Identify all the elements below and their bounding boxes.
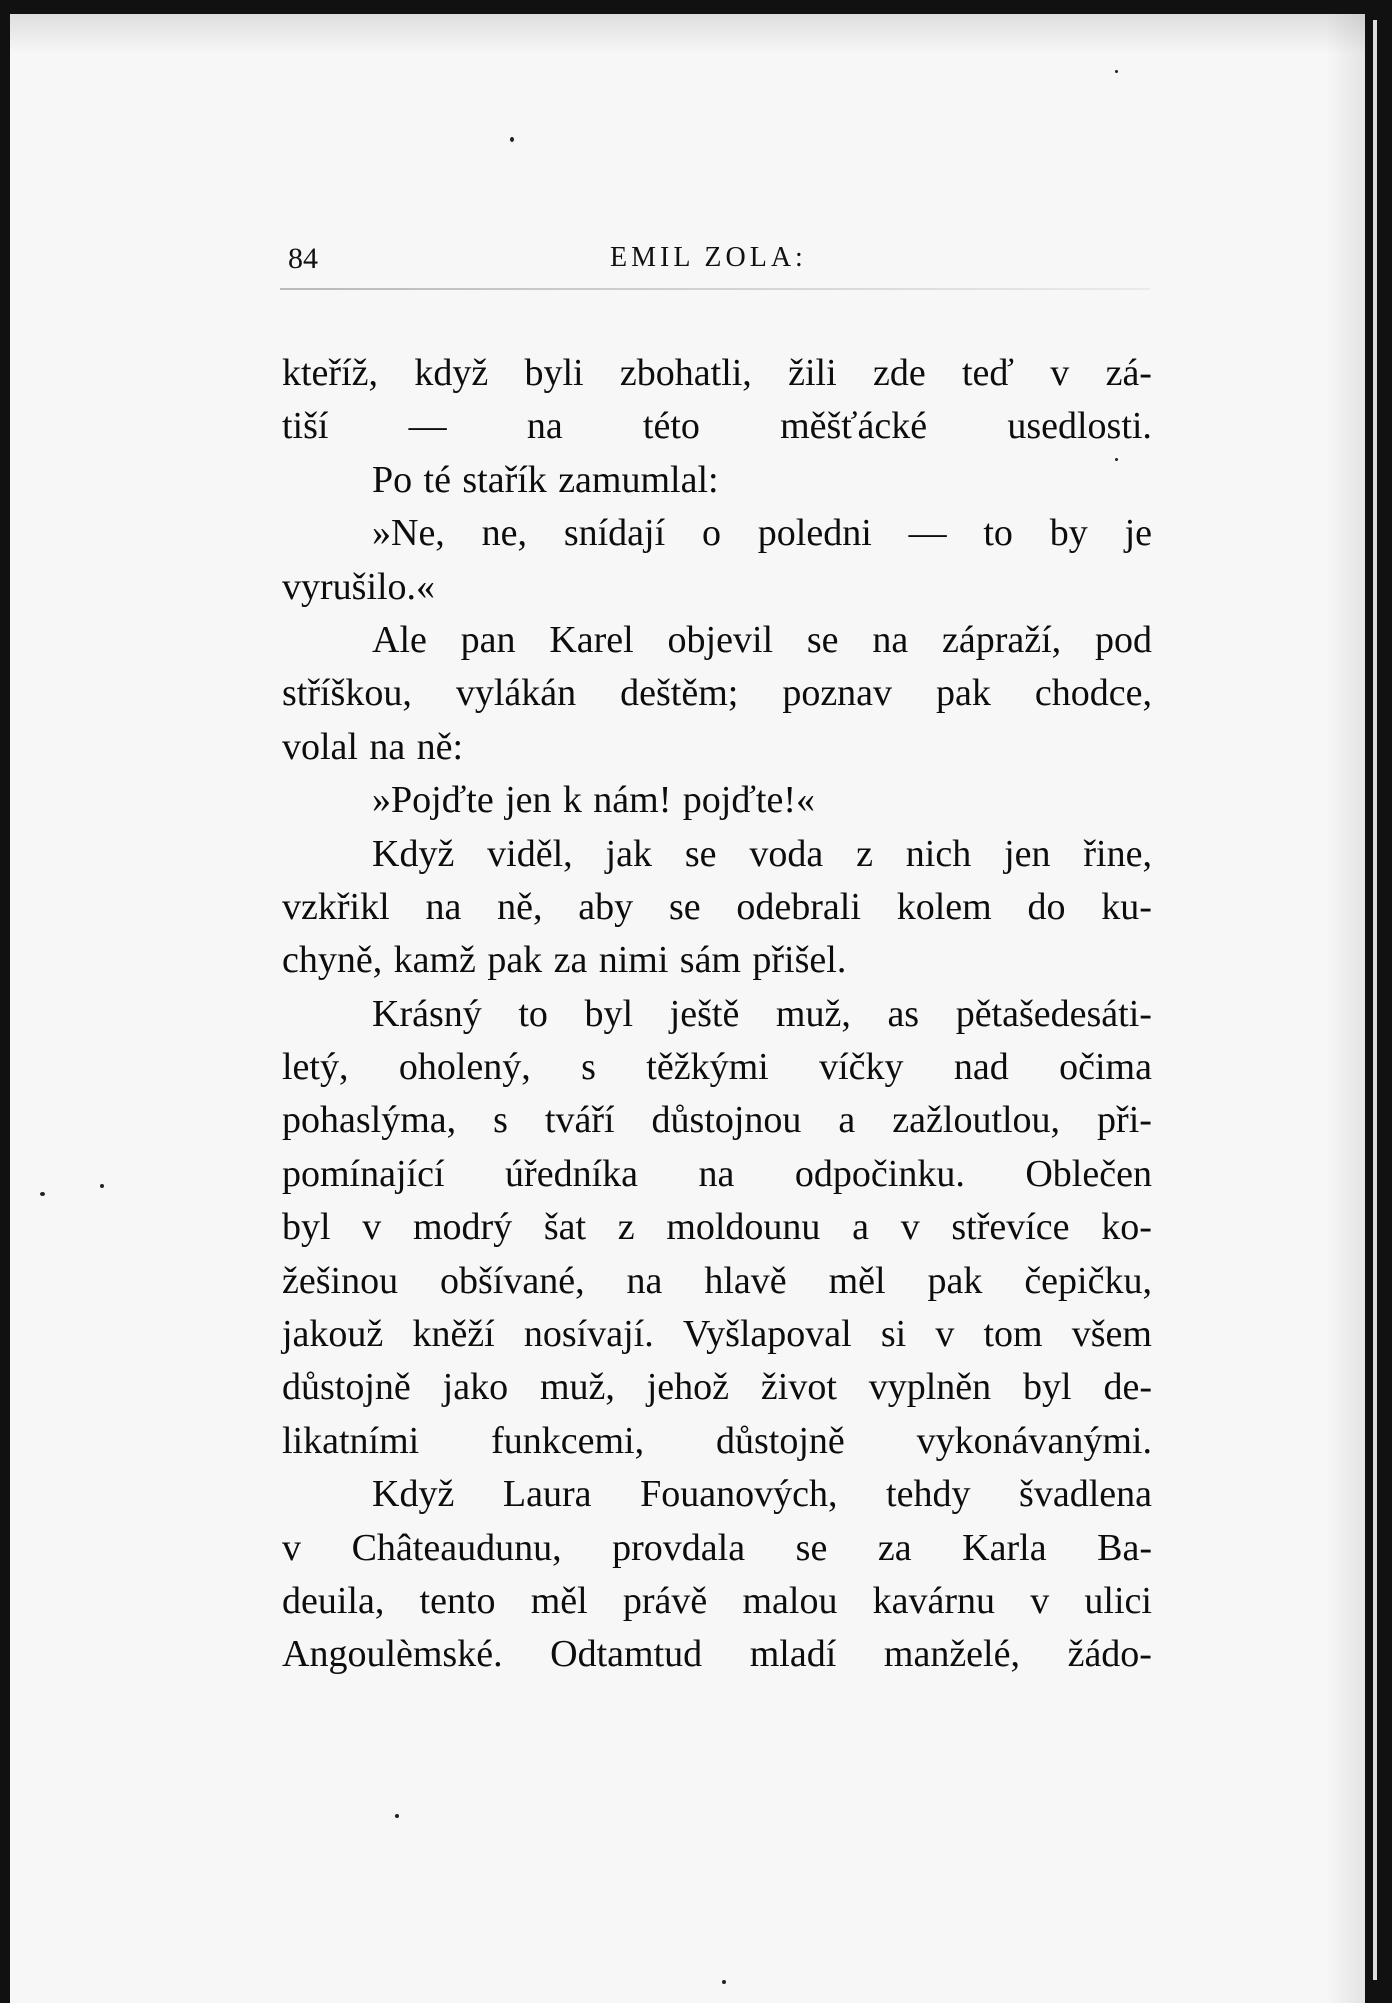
word: nosívají. xyxy=(523,1313,654,1356)
word: ku- xyxy=(1101,885,1152,928)
word: důstojnou xyxy=(651,1099,802,1142)
word: při- xyxy=(1097,1099,1152,1142)
word: žádo- xyxy=(1067,1633,1152,1676)
text-line xyxy=(282,400,1152,453)
word: pomínající xyxy=(282,1152,445,1195)
word: moldounu xyxy=(666,1206,821,1249)
word: — xyxy=(908,512,947,555)
word: jako xyxy=(442,1366,509,1409)
text-line xyxy=(282,1522,1152,1575)
word: v xyxy=(362,1206,382,1249)
word: této xyxy=(642,405,700,448)
word: ně, xyxy=(497,885,543,928)
word: pohaslýma, xyxy=(282,1099,457,1142)
word: Po xyxy=(372,458,413,501)
word: ještě xyxy=(669,992,740,1035)
body-text xyxy=(282,347,1152,1682)
word: kavárnu xyxy=(872,1579,996,1622)
book-page xyxy=(10,14,1365,2003)
word: do xyxy=(1027,885,1066,928)
text-line xyxy=(282,881,1152,934)
word: byl xyxy=(1023,1366,1072,1409)
word: k xyxy=(562,779,582,822)
word: kteříž, xyxy=(282,352,379,394)
word: stařík xyxy=(462,458,547,501)
word: sám xyxy=(679,939,741,982)
word: měl xyxy=(530,1579,588,1622)
word: tehdy xyxy=(886,1473,971,1516)
word: v xyxy=(282,1526,301,1569)
word: Karel xyxy=(549,618,634,661)
page-edge-shadow xyxy=(1325,14,1365,2003)
word: vykonávanými. xyxy=(916,1419,1152,1462)
scan-speck xyxy=(395,1814,399,1818)
word: v xyxy=(935,1313,955,1356)
text-line xyxy=(282,614,1152,667)
word: čepičku, xyxy=(1024,1259,1152,1302)
word: na xyxy=(698,1152,735,1195)
word: objevil xyxy=(667,618,774,661)
text-line xyxy=(282,1148,1152,1201)
word: stříškou, xyxy=(282,672,412,715)
word: vyplněn xyxy=(868,1366,992,1409)
word: na xyxy=(425,885,462,928)
word: de- xyxy=(1103,1366,1152,1409)
header-rule xyxy=(280,288,1150,290)
word: aby xyxy=(578,885,634,928)
word: zamumlal: xyxy=(558,458,719,501)
text-line xyxy=(282,1094,1152,1147)
word: pod xyxy=(1094,618,1152,661)
word: s xyxy=(581,1046,596,1089)
word: se xyxy=(684,832,717,875)
word: důstojně xyxy=(715,1419,845,1462)
word: jen xyxy=(505,779,552,822)
word: pak xyxy=(936,672,991,715)
word: oholený, xyxy=(398,1046,531,1089)
word: pan xyxy=(460,618,516,661)
word: a xyxy=(852,1206,869,1249)
word: střevíce xyxy=(951,1206,1070,1249)
word: Ba- xyxy=(1097,1526,1152,1569)
word: modrý xyxy=(412,1206,513,1249)
word: o xyxy=(701,512,721,555)
word: úředníka xyxy=(505,1152,638,1195)
word: žešinou xyxy=(282,1259,399,1302)
text-line xyxy=(282,721,1152,774)
word: hlavě xyxy=(704,1259,787,1302)
word: Když xyxy=(372,832,455,875)
word: tento xyxy=(419,1579,496,1622)
text-line xyxy=(282,774,1152,827)
word: nimi xyxy=(598,939,669,982)
word: poledni xyxy=(757,512,872,555)
word: chodce, xyxy=(1034,672,1152,715)
word: všem xyxy=(1071,1313,1152,1356)
word: kamž xyxy=(393,939,476,982)
word: Oblečen xyxy=(1025,1152,1152,1195)
word: zá- xyxy=(1105,352,1152,394)
text-line xyxy=(282,1575,1152,1628)
text-line xyxy=(282,667,1152,720)
word: v xyxy=(1050,352,1070,394)
text-line xyxy=(282,1415,1152,1468)
word: teď xyxy=(961,352,1014,394)
word: a xyxy=(838,1099,856,1142)
word: Angoulèmské. xyxy=(282,1633,503,1676)
word: pak xyxy=(487,939,543,982)
word: Vyšlapoval xyxy=(682,1313,852,1356)
word: nich xyxy=(905,832,972,875)
scan-speck xyxy=(100,1184,104,1188)
word: snídají xyxy=(563,512,666,555)
word: jak xyxy=(605,832,652,875)
word: přišel. xyxy=(752,939,847,982)
word: na xyxy=(526,405,563,448)
word: té xyxy=(423,458,451,501)
word: mladí xyxy=(749,1633,837,1676)
word: pak xyxy=(927,1259,983,1302)
text-line xyxy=(282,1201,1152,1254)
word: »Pojďte xyxy=(372,779,494,822)
word: z xyxy=(856,832,873,875)
word: řine, xyxy=(1083,832,1152,875)
scan-speck xyxy=(1115,70,1118,73)
word: jen xyxy=(1004,832,1051,875)
word: by xyxy=(1049,512,1088,555)
word: as xyxy=(887,992,920,1035)
word: švadlena xyxy=(1019,1473,1152,1516)
word: byl xyxy=(282,1206,331,1249)
word: zažloutlou, xyxy=(892,1099,1061,1142)
word: nad xyxy=(953,1046,1009,1089)
text-line xyxy=(282,1041,1152,1094)
word: Odtamtud xyxy=(550,1633,703,1676)
scan-speck xyxy=(722,1980,726,1984)
word: tom xyxy=(983,1313,1043,1356)
word: deštěm; xyxy=(620,672,739,715)
word: když xyxy=(414,352,489,394)
word: tváří xyxy=(544,1099,615,1142)
word: Châteaudunu, xyxy=(351,1526,562,1569)
word: z xyxy=(617,1206,635,1249)
word: se xyxy=(795,1526,828,1569)
word: s xyxy=(493,1099,508,1142)
word: to xyxy=(983,512,1013,555)
word: poznav xyxy=(782,672,893,715)
page-header xyxy=(280,238,1150,288)
word: pětašedesáti- xyxy=(955,992,1152,1035)
word: Fouanových, xyxy=(640,1473,838,1516)
word: Krásný xyxy=(372,992,482,1035)
text-line xyxy=(282,507,1152,560)
word: ulici xyxy=(1084,1579,1152,1622)
word: je xyxy=(1124,512,1152,555)
word: zde xyxy=(872,352,926,394)
word: v xyxy=(1030,1579,1050,1622)
word: to xyxy=(518,992,548,1035)
scan-speck xyxy=(40,1192,45,1196)
word: manželé, xyxy=(883,1633,1020,1676)
word: kněží xyxy=(412,1313,495,1356)
word: tiší xyxy=(282,405,329,448)
word: Laura xyxy=(502,1473,592,1516)
word: vzkřikl xyxy=(282,885,390,928)
word: na xyxy=(369,725,406,768)
word: život xyxy=(760,1366,837,1409)
word: Karla xyxy=(962,1526,1047,1569)
word: zápraží, xyxy=(942,618,1062,661)
word: kolem xyxy=(896,885,992,928)
word: šat xyxy=(543,1206,587,1249)
word: nám! xyxy=(593,779,672,822)
word: jehož xyxy=(646,1366,730,1409)
word: si xyxy=(880,1313,907,1356)
word: deuila, xyxy=(282,1579,385,1622)
word: pojďte!« xyxy=(682,779,815,822)
word: na xyxy=(872,618,909,661)
word: likatními xyxy=(282,1419,420,1462)
word: v xyxy=(900,1206,920,1249)
page-top-shadow xyxy=(10,14,1365,54)
word: těžkými xyxy=(646,1046,769,1089)
word: chyně, xyxy=(282,939,383,982)
text-line xyxy=(282,1468,1152,1521)
word: se xyxy=(806,618,839,661)
word: — xyxy=(408,405,447,448)
text-line xyxy=(282,561,1152,614)
word: odpočinku. xyxy=(794,1152,965,1195)
word: provdala xyxy=(612,1526,746,1569)
word: ko- xyxy=(1101,1206,1152,1249)
word: Ale xyxy=(372,618,427,661)
text-line xyxy=(282,454,1152,507)
word: jakouž xyxy=(282,1313,384,1356)
word: ne, xyxy=(481,512,527,555)
running-title: EMIL ZOLA: xyxy=(610,242,807,273)
word: důstojně xyxy=(282,1366,411,1409)
word: vylákán xyxy=(455,672,577,715)
word: byli xyxy=(524,352,584,394)
word: měšťácké xyxy=(780,405,928,448)
word: se xyxy=(668,885,701,928)
word: Když xyxy=(372,1473,455,1516)
word: za xyxy=(553,939,588,982)
word: právě xyxy=(622,1579,708,1622)
adjacent-page-edge xyxy=(1373,20,1377,1980)
word: za xyxy=(877,1526,912,1569)
word: byl xyxy=(584,992,634,1035)
word: odebrali xyxy=(736,885,861,928)
text-line xyxy=(282,988,1152,1041)
word: očima xyxy=(1059,1046,1152,1089)
word: funkcemi, xyxy=(491,1419,645,1462)
word: žili xyxy=(788,352,837,394)
page-number: 84 xyxy=(288,242,318,275)
text-line xyxy=(282,934,1152,987)
text-line xyxy=(282,828,1152,881)
word: vyrušilo.« xyxy=(282,565,436,608)
text-line xyxy=(282,1255,1152,1308)
word: zbohatli, xyxy=(619,352,752,394)
word: viděl, xyxy=(487,832,573,875)
word: voda xyxy=(749,832,824,875)
text-line xyxy=(282,1628,1152,1681)
text-line xyxy=(282,1361,1152,1414)
scan-speck xyxy=(510,137,514,142)
word: volal xyxy=(282,725,358,768)
word: na xyxy=(626,1259,663,1302)
word: »Ne, xyxy=(372,512,445,555)
word: obšívané, xyxy=(440,1259,585,1302)
word: muž, xyxy=(539,1366,615,1409)
word: ně: xyxy=(416,725,464,768)
word: muž, xyxy=(775,992,851,1035)
word: víčky xyxy=(819,1046,904,1089)
word: měl xyxy=(828,1259,886,1302)
text-line xyxy=(282,347,1152,400)
text-line xyxy=(282,1308,1152,1361)
word: letý, xyxy=(282,1046,349,1089)
word: malou xyxy=(742,1579,838,1622)
word: usedlosti. xyxy=(1007,405,1152,448)
